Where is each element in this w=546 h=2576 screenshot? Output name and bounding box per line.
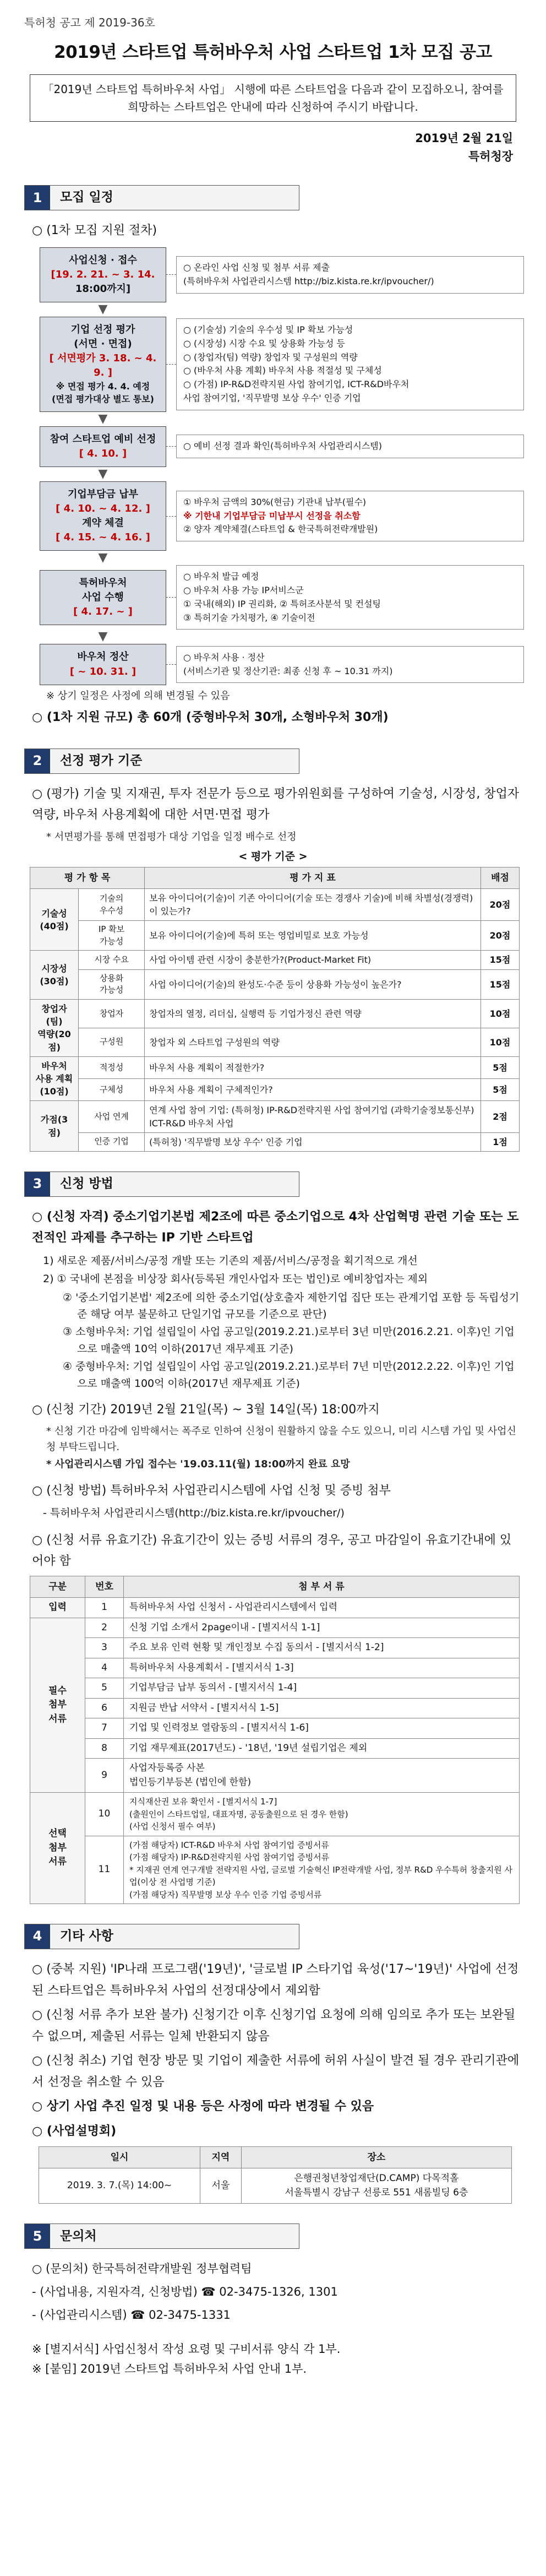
flow-desc-line: ○ (바우처 사용 계획) 바우처 사용 적절성 및 구체성	[183, 365, 382, 376]
eligibility-note: ④ 중형바우처: 기업 설립일이 사업 공고일(2019.2.21.)로부터 7년 미만(2012.2.22. 이후)인 기업으로 매출액 100억 이하(2017년 재무제표 기준)	[63, 1360, 515, 1390]
flow-step-box	[40, 644, 166, 685]
flow-desc-line: (특허바우처 사업관리시스템 http://biz.kista.re.kr/ipvoucher/)	[183, 275, 434, 286]
flow-step-line: 계약 체결	[82, 517, 124, 529]
docs-type: 선택 첨부 서류	[30, 1793, 85, 1904]
flow-desc-line: ② 양자 계약체결(스타트업 & 한국특허전략개발원)	[183, 524, 378, 535]
eval-indicator: 연계 사업 참여 기업: (특허청) IP-R&D전략지원 사업 참여기업 (과학기술정보통신부) ICT-R&D 바우처 사업	[145, 1101, 481, 1132]
flow-step-line: 18:00까지]	[75, 283, 131, 295]
documents-table	[30, 1576, 520, 1904]
contact-line: - (사업관리시스템) ☎ 02-3475-1331	[32, 2308, 231, 2322]
flow-step-line: ※ 면접 평가 4. 4. 예정	[56, 381, 150, 392]
procedure-flow	[40, 247, 524, 685]
table-row	[30, 1028, 520, 1056]
flow-connector	[166, 364, 176, 365]
session-col-region: 지역	[200, 2147, 242, 2168]
flow-step-desc	[176, 565, 524, 630]
flow-step-row	[40, 317, 524, 412]
eval-indicator: 바우처 사용 계획이 적절한가?	[145, 1056, 481, 1078]
session-col-time: 일시	[39, 2147, 200, 2168]
contact-org: ○ (문의처) 한국특허전략개발원 정부협력팀	[32, 2262, 252, 2276]
flow-step-line: 참여 스타트업 예비 선정	[50, 433, 156, 445]
docs-text: (가점 해당자) ICT-R&D 바우처 사업 참여기업 증빙서류 (가점 해당자) IP-R&D전략지원 사업 참여기업 증빙서류 * 지재권 연계 연구개발 전략지원 사업, 글로벌 기술혁신 IP전략개발 사업, 정부 R&D 우수특허 창출지원 사업(이상 전 사업명 기준) (가점 해당자) 직무발명 보상 우수 인증 기업 증빙서류	[124, 1836, 520, 1904]
eval-indicator: 보유 아이디어(기술)이 기존 아이디어(기술 또는 경쟁사 기술)에 비해 차별성(경쟁력)이 있는가?	[145, 889, 481, 920]
eval-category: 기술성 (40점)	[30, 889, 79, 951]
flow-step-line: 기업 선정 평가	[70, 323, 135, 335]
flow-desc-line: (서비스기관 및 정산기관: 최종 신청 후 ~ 10.31 까지)	[183, 665, 393, 676]
session-place-line: 은행권청년창업재단(D.CAMP) 다목적홀	[294, 2173, 459, 2184]
table-row	[30, 1056, 520, 1078]
evaluation-table	[30, 867, 520, 1152]
flow-step-line: (서면 · 면접)	[74, 338, 132, 350]
session-place-line: 서울특별시 강남구 선릉로 551 새롬빌딩 6층	[285, 2187, 468, 2198]
docs-number: 3	[85, 1638, 124, 1658]
eval-score: 20점	[481, 889, 520, 920]
eval-score: 1점	[481, 1132, 520, 1151]
section-number: 1	[25, 186, 50, 210]
flow-desc-line: ○ 바우처 발급 예정	[183, 571, 259, 582]
flow-step-line: [ 4. 17. ~ ]	[73, 605, 133, 617]
eval-criterion: 구체성	[79, 1079, 145, 1101]
section-4-header	[24, 1924, 299, 1949]
eval-category: 시장성 (30점)	[30, 951, 79, 1000]
flow-step-desc	[176, 491, 524, 541]
table-row	[30, 951, 520, 969]
eval-indicator: 보유 아이디어(기술)에 특허 또는 영업비밀로 보호 가능성	[145, 920, 481, 951]
flow-arrow-icon: ▼	[98, 630, 108, 644]
flow-step-line: 기업부담금 납부	[68, 488, 138, 500]
flow-step-line: [ 서면평가 3. 18. ~ 4. 9. ]	[49, 352, 157, 379]
docs-type: 입력	[30, 1598, 85, 1618]
misc-bullet: ○ (신청 취소) 기업 현장 방문 및 기업이 제출한 서류에 허위 사실이 발견 될 경우 관리기관에서 선정을 취소할 수 있음	[32, 2054, 520, 2089]
docs-col-docs: 첨 부 서 류	[124, 1576, 520, 1597]
flow-desc-line: ※ 기한내 기업부담금 미납부시 선정을 취소함	[183, 510, 361, 521]
eval-criterion: 구성원	[79, 1028, 145, 1056]
eval-score: 15점	[481, 969, 520, 1000]
docs-text: 특허바우처 사업 신청서 - 사업관리시스템에서 입력	[124, 1598, 520, 1618]
flow-arrow-icon: ▼	[98, 467, 108, 481]
flow-step-row	[40, 426, 524, 467]
flow-step-box	[40, 317, 166, 412]
table-row	[30, 920, 520, 951]
table-row	[30, 1698, 520, 1718]
session-bullet: ○ (사업설명회)	[32, 2124, 117, 2138]
flow-desc-line: ○ 온라인 사업 신청 및 첨부 서류 제출	[183, 262, 330, 273]
eval-score: 5점	[481, 1056, 520, 1078]
section-2-header	[24, 749, 299, 774]
flow-step-line: [19. 2. 21. ~ 3. 14.	[51, 268, 155, 280]
table-row	[30, 1678, 520, 1699]
table-row	[30, 889, 520, 920]
flow-desc-line: ○ 바우처 사용 가능 IP서비스군	[183, 585, 304, 596]
flow-connector	[166, 274, 176, 275]
flow-connector	[166, 664, 176, 665]
flow-step-line: 특허바우처	[79, 577, 127, 589]
eval-category: 가점(3점)	[30, 1101, 79, 1152]
flow-step-desc	[176, 318, 524, 410]
table-row	[30, 1618, 520, 1638]
docs-text: 지원금 반납 서약서 - [별지서식 1-5]	[124, 1698, 520, 1718]
section-number: 2	[25, 749, 50, 773]
docs-bullet: ○ (신청 서류 유효기간) 유효기간이 있는 증빙 서류의 경우, 공고 마감일이 유효기간내에 있어야 함	[32, 1533, 512, 1569]
eligibility-note: ③ 소형바우처: 기업 설립일이 사업 공고일(2019.2.21.)로부터 3년 미만(2016.2.21. 이후)인 기업으로 매출액 10억 이하(2017년 재무제표 기준)	[63, 1326, 515, 1355]
contact-line: - (사업내용, 지원자격, 신청방법) ☎ 02-3475-1326, 1301	[32, 2285, 338, 2299]
docs-text: 기업부담금 납부 동의서 - [별지서식 1-4]	[124, 1678, 520, 1699]
section-number: 5	[25, 2224, 50, 2248]
period-note: * 신청 기간 마감에 임박해서는 폭주로 인하여 신청이 원활하지 않을 수도 있으니, 미리 시스템 가입 및 사업신청 부탁드립니다.	[46, 1425, 516, 1454]
section-title: 모집 일정	[50, 186, 299, 210]
eval-score: 2점	[481, 1101, 520, 1132]
flow-step-line: [ ~ 10. 31. ]	[69, 665, 136, 677]
session-time: 2019. 3. 7.(목) 14:00~	[39, 2168, 200, 2204]
eval-criterion: 기술의 우수성	[79, 889, 145, 920]
docs-text: 주요 보유 인력 현황 및 개인정보 수집 동의서 - [별지서식 1-2]	[124, 1638, 520, 1658]
docs-text: 특허바우처 사용계획서 - [별지서식 1-3]	[124, 1658, 520, 1678]
table-row	[30, 1759, 520, 1793]
period-bullet: ○ (신청 기간) 2019년 2월 21일(목) ~ 3월 14일(목) 18:00까지	[32, 1402, 380, 1417]
section-3-header	[24, 1172, 299, 1197]
eval-criterion: 창업자	[79, 1000, 145, 1028]
table-row	[30, 1793, 520, 1836]
eval-indicator: 사업 아이디어(기술)의 완성도·수준 등이 상용화 가능성이 높은가?	[145, 969, 481, 1000]
table-row	[30, 1000, 520, 1028]
flow-step-desc	[176, 646, 524, 684]
docs-col-no: 번호	[85, 1576, 124, 1597]
attachment-note: ※ [붙임] 2019년 스타트업 특허바우처 사업 안내 1부.	[32, 2362, 307, 2376]
flow-desc-line: ○ (기술성) 기술의 우수성 및 IP 확보 가능성	[183, 324, 353, 335]
eval-score: 15점	[481, 951, 520, 969]
eval-criterion: 인증 기업	[79, 1132, 145, 1151]
evaluation-bullet: ○ (평가) 기술 및 지재권, 투자 전문가 등으로 평가위원회를 구성하여 기술성, 시장성, 창업자 역량, 바우처 사용계획에 대한 서면·면접 평가	[32, 787, 520, 822]
method-bullet: ○ (신청 방법) 특허바우처 사업관리시스템에 사업 신청 및 증빙 첨부	[32, 1483, 391, 1498]
docs-number: 5	[85, 1678, 124, 1699]
eligibility-note: 1) 새로운 제품/서비스/공정 개발 또는 기존의 제품/서비스/공정을 획기적으로 개선	[43, 1254, 418, 1267]
eval-score: 10점	[481, 1000, 520, 1028]
eval-score: 20점	[481, 920, 520, 951]
flow-step-row	[40, 565, 524, 630]
eval-criterion: 시장 수요	[79, 951, 145, 969]
eligibility-bullet: ○ (신청 자격) 중소기업기본법 제2조에 따른 중소기업으로 4차 산업혁명 관련 기술 또는 도전적인 과제를 추구하는 IP 기반 스타트업	[32, 1210, 519, 1245]
flow-step-line: (면접 평가대상 별도 통보)	[52, 394, 154, 405]
section-title: 기타 사항	[50, 1924, 299, 1949]
flow-step-row	[40, 644, 524, 685]
flow-step-box	[40, 247, 166, 302]
docs-text: 기업 재무제표(2017년도) - '18년, '19년 설립기업은 제외	[124, 1738, 520, 1759]
table-row	[30, 1132, 520, 1151]
docs-number: 11	[85, 1836, 124, 1904]
session-place	[241, 2168, 511, 2204]
announcement-date: 2019년 2월 21일	[415, 132, 513, 145]
flow-step-line: 사업신청 · 접수	[69, 254, 137, 266]
misc-bullet: ○ 상기 사업 추진 일정 및 내용 등은 사정에 따라 변경될 수 있음	[32, 2100, 374, 2114]
eval-indicator: 바우처 사용 계획이 구체적인가?	[145, 1079, 481, 1101]
flow-step-line: [ 4. 10. ]	[79, 447, 127, 459]
flow-desc-line: 사업 참여기업, '직무발명 보상 우수' 인증 기업	[183, 392, 361, 403]
flow-arrow-icon: ▼	[98, 302, 108, 316]
attachment-note: ※ [별지서식] 사업신청서 작성 요령 및 구비서류 양식 각 1부.	[32, 2342, 341, 2356]
eval-criterion: 상용화 가능성	[79, 969, 145, 1000]
flow-desc-line: ○ (시장성) 시장 수요 및 상용화 가능성 등	[183, 338, 345, 349]
flow-connector	[166, 516, 176, 517]
flow-connector	[166, 446, 176, 447]
flow-heading: ○ (1차 모집 지원 절차)	[32, 224, 157, 238]
table-row	[30, 1598, 520, 1618]
flow-step-box	[40, 570, 166, 625]
eval-col-indicator: 평 가 지 표	[145, 867, 481, 889]
eval-category: 바우처 사용 계획 (10점)	[30, 1056, 79, 1101]
table-row	[30, 1836, 520, 1904]
table-row	[39, 2168, 512, 2204]
docs-number: 10	[85, 1793, 124, 1836]
flow-step-line: [ 4. 15. ~ 4. 16. ]	[56, 532, 150, 544]
misc-bullet: ○ (신청 서류 추가 보완 불가) 신청기간 이후 신청기업 요청에 의해 임의로 추가 또는 보완될 수 없으며, 제출된 서류는 일체 반환되지 않음	[32, 2008, 516, 2043]
docs-type: 필수 첨부 서류	[30, 1618, 85, 1793]
eval-indicator: 창업자 외 스타트업 구성원의 역량	[145, 1028, 481, 1056]
section-5-header	[24, 2224, 299, 2249]
section-title: 신청 방법	[50, 1172, 299, 1196]
docs-number: 4	[85, 1658, 124, 1678]
flow-desc-line: ③ 특허기술 가치평가, ④ 기술이전	[183, 612, 315, 623]
docs-text: 지식재산권 보유 확인서 - [별지서식 1-7] (출원인이 스타트업일, 대표자명, 공동출원으로 된 경우 한함) (사업 신청서 필수 여부)	[124, 1793, 520, 1836]
flow-desc-line: ○ (가점) IP-R&D전략지원 사업 참여기업, ICT-R&D바우처	[183, 379, 410, 390]
session-table	[39, 2146, 512, 2204]
flow-desc-line: ○ 바우처 사용 · 정산	[183, 652, 265, 663]
table-row	[30, 1079, 520, 1101]
flow-step-line: 사업 수행	[82, 591, 124, 603]
doc-title: 2019년 스타트업 특허바우처 사업 스타트업 1차 모집 공고	[54, 42, 492, 62]
issuing-org: 특허청장	[468, 149, 513, 163]
flow-step-box	[40, 426, 166, 467]
flow-step-box	[40, 481, 166, 551]
eval-criterion: IP 확보 가능성	[79, 920, 145, 951]
eval-indicator: 사업 아이템 관련 시장이 충분한가?(Product-Market Fit)	[145, 951, 481, 969]
table-row	[30, 1738, 520, 1759]
docs-text: 기업 및 인력정보 열람동의 - [별지서식 1-6]	[124, 1718, 520, 1739]
flow-desc-line: ① 국내(해외) IP 권리화, ② 특허조사분석 및 컨설팅	[183, 598, 381, 609]
flow-note: ※ 상기 일정은 사정에 의해 변경될 수 있음	[46, 690, 230, 702]
docs-number: 2	[85, 1618, 124, 1638]
docs-number: 1	[85, 1598, 124, 1618]
docs-col-type: 구분	[30, 1576, 85, 1597]
section-title: 선정 평가 기준	[50, 749, 299, 773]
flow-step-line: [ 4. 10. ~ 4. 12. ]	[56, 502, 150, 514]
session-col-place: 장소	[241, 2147, 511, 2168]
table-row	[30, 1638, 520, 1658]
section-1-header	[24, 185, 299, 210]
docs-number: 7	[85, 1718, 124, 1739]
table-row	[30, 1718, 520, 1739]
flow-arrow-icon: ▼	[98, 411, 108, 426]
notice-box: 「2019년 스타트업 특허바우처 사업」 시행에 따른 스타트업을 다음과 같이 모집하오니, 참여를 희망하는 스타트업은 안내에 따라 신청하여 주시기 바랍니다.	[30, 74, 516, 122]
section-number: 4	[25, 1924, 50, 1949]
session-region: 서울	[200, 2168, 242, 2204]
flow-desc-line: ○ 예비 선정 결과 확인(특허바우처 사업관리시스템)	[183, 441, 382, 452]
period-note-deadline: * 사업관리시스템 가입 접수는 '19.03.11(월) 18:00까지 완료 요망	[46, 1458, 350, 1471]
evaluation-note: * 서면평가를 통해 면접평가 대상 기업을 일정 배수로 선정	[46, 831, 297, 843]
eval-criterion: 적정성	[79, 1056, 145, 1078]
doc-number: 특허청 공고 제 2019-36호	[24, 16, 155, 29]
flow-arrow-icon: ▼	[98, 551, 108, 565]
flow-step-desc	[176, 435, 524, 458]
eval-criterion: 사업 연계	[79, 1101, 145, 1132]
table-row	[30, 1101, 520, 1132]
misc-bullet: ○ (중복 지원) 'IP나래 프로그램('19년)', '글로벌 IP 스타기업 육성('17~'19년)' 사업에 선정된 스타트업은 특허바우처 사업의 선정대상에서 제외함	[32, 1962, 519, 1998]
support-scale: ○ (1차 지원 규모) 총 60개 (중형바우처 30개, 소형바우처 30개)	[32, 711, 389, 725]
eval-indicator: 창업자의 열정, 리더십, 실행력 등 기업가정신 관련 역량	[145, 1000, 481, 1028]
flow-connector	[166, 597, 176, 598]
docs-text: 사업자등록증 사본 법인등기부등본 (법인에 한함)	[124, 1759, 520, 1793]
eval-col-score: 배점	[481, 867, 520, 889]
eval-col-item: 평 가 항 목	[30, 867, 145, 889]
eval-category: 창업자(팀) 역량(20점)	[30, 1000, 79, 1057]
eval-indicator: (특허청) '직무발명 보상 우수' 인증 기업	[145, 1132, 481, 1151]
section-number: 3	[25, 1172, 50, 1196]
eligibility-note: ② '중소기업기본법' 제2조에 의한 중소기업(상호출자 제한기업 집단 또는 관계기업 포함 등 독립성기준 해당 여부 불문하고 단일기업 규모를 기준으로 판단)	[63, 1291, 520, 1320]
docs-number: 6	[85, 1698, 124, 1718]
docs-number: 9	[85, 1759, 124, 1793]
flow-desc-line: ① 바우처 금액의 30%(현금) 기관내 납부(필수)	[183, 496, 367, 507]
system-link[interactable]: - 특허바우처 사업관리시스템(http://biz.kista.re.kr/ipvoucher/)	[43, 1507, 345, 1520]
section-title: 문의처	[50, 2224, 299, 2248]
eligibility-note: 2) ① 국내에 본점을 비상장 회사(등록된 개인사업자 또는 법인)로 예비창업자는 제외	[43, 1273, 428, 1286]
docs-number: 8	[85, 1738, 124, 1759]
flow-step-line: 바우처 정산	[77, 651, 129, 663]
table-row	[30, 969, 520, 1000]
flow-step-desc	[176, 256, 524, 294]
flow-step-row	[40, 247, 524, 302]
eval-score: 5점	[481, 1079, 520, 1101]
flow-desc-line: ○ (창업자(팀) 역량) 창업자 및 구성원의 역량	[183, 351, 358, 362]
evaluation-table-caption: < 평가 기준 >	[238, 850, 308, 863]
eval-score: 10점	[481, 1028, 520, 1056]
flow-step-row	[40, 481, 524, 551]
table-row	[30, 1658, 520, 1678]
docs-text: 신청 기업 소개서 2page이내 - [별지서식 1-1]	[124, 1618, 520, 1638]
